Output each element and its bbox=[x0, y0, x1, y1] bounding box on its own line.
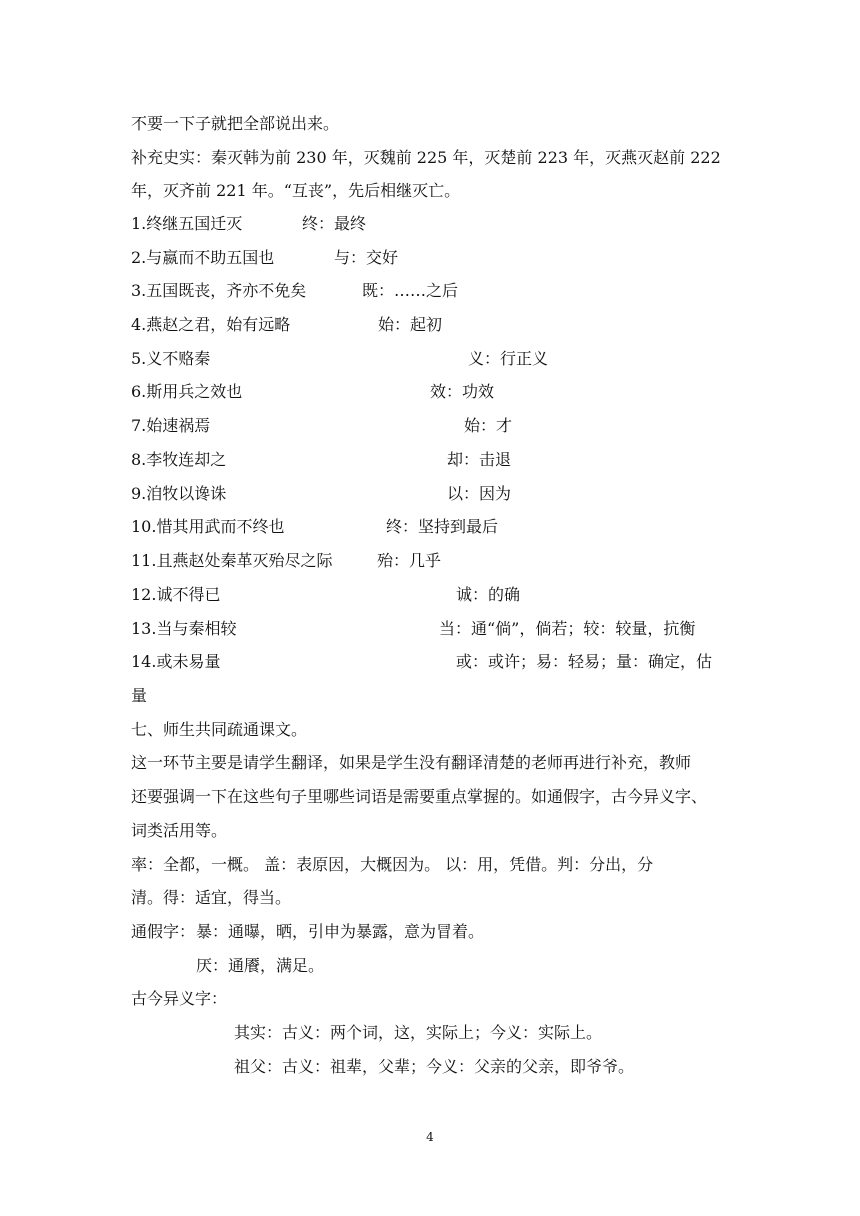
guyin-label: 古今异义字： bbox=[131, 989, 228, 1008]
vocab-gloss: 当：通“倘”，倘若；较：较量，抗衡 bbox=[439, 619, 696, 638]
vocab-gloss-continuation: 量 bbox=[131, 686, 148, 705]
vocab-gloss: 终：最终 bbox=[302, 214, 367, 233]
paragraph-line: 还要强调一下在这些句子里哪些词语是需要重点掌握的。如通假字，古今异义字、 bbox=[131, 787, 708, 806]
vocab-phrase: 4.燕赵之君，始有远略 bbox=[131, 315, 291, 334]
intro-line: 不要一下子就把全部说出来。 bbox=[131, 114, 340, 133]
tongjia-label: 通假字： bbox=[131, 922, 196, 941]
vocab-gloss: 终：坚持到最后 bbox=[386, 517, 499, 536]
vocab-phrase: 3.五国既丧，齐亦不免矣 bbox=[131, 281, 307, 300]
vocab-gloss: 诚：的确 bbox=[456, 585, 521, 604]
vocab-gloss: 始：起初 bbox=[378, 315, 443, 334]
vocab-phrase: 10.惜其用武而不终也 bbox=[131, 517, 285, 536]
vocab-gloss: 既：……之后 bbox=[362, 281, 459, 300]
vocab-gloss: 与：交好 bbox=[334, 248, 399, 267]
vocab-gloss: 或：或许；易：轻易；量：确定，估 bbox=[456, 652, 713, 671]
vocab-gloss: 殆：几乎 bbox=[377, 551, 442, 570]
vocab-phrase: 5.义不赂秦 bbox=[131, 349, 211, 368]
vocab-phrase: 11.且燕赵处秦革灭殆尽之际 bbox=[131, 551, 333, 570]
vocab-phrase: 7.始速祸焉 bbox=[131, 416, 211, 435]
word-notes-line: 清。得：适宜，得当。 bbox=[131, 888, 292, 907]
vocab-gloss: 义：行正义 bbox=[468, 349, 549, 368]
section-heading: 七、师生共同疏通课文。 bbox=[131, 720, 308, 739]
vocab-phrase: 6.斯用兵之效也 bbox=[131, 382, 243, 401]
intro-line: 年，灭齐前 221 年。“互丧”，先后相继灭亡。 bbox=[131, 181, 461, 200]
tongjia-item: 厌：通餍，满足。 bbox=[196, 956, 325, 975]
guyin-item: 祖父：古义：祖辈，父辈；今义：父亲的父亲，即爷爷。 bbox=[234, 1057, 635, 1076]
vocab-gloss: 始：才 bbox=[464, 416, 513, 435]
intro-line: 补充史实：秦灭韩为前 230 年，灭魏前 225 年，灭楚前 223 年，灭燕灭赵前 222 bbox=[131, 148, 721, 167]
vocab-phrase: 13.当与秦相较 bbox=[131, 619, 237, 638]
vocab-phrase: 12.诚不得已 bbox=[131, 585, 221, 604]
vocab-gloss: 却：击退 bbox=[447, 450, 512, 469]
vocab-gloss: 以：因为 bbox=[447, 484, 512, 503]
page-number: 4 bbox=[426, 1130, 434, 1144]
paragraph-line: 词类活用等。 bbox=[131, 821, 228, 840]
vocab-phrase: 8.李牧连却之 bbox=[131, 450, 227, 469]
tongjia-item: 暴：通曝，晒，引申为暴露，意为冒着。 bbox=[196, 922, 485, 941]
paragraph-line: 这一环节主要是请学生翻译，如果是学生没有翻译清楚的老师再进行补充，教师 bbox=[131, 753, 692, 772]
vocab-phrase: 2.与嬴而不助五国也 bbox=[131, 248, 275, 267]
vocab-phrase: 1.终继五国迁灭 bbox=[131, 214, 243, 233]
word-notes-line: 率：全都，一概。 盖：表原因，大概因为。 以：用，凭借。判：分出，分 bbox=[131, 855, 654, 874]
vocab-phrase: 9.洎牧以谗诛 bbox=[131, 484, 227, 503]
vocab-phrase: 14.或未易量 bbox=[131, 652, 221, 671]
guyin-item: 其实：古义：两个词，这，实际上；今义：实际上。 bbox=[234, 1023, 603, 1042]
vocab-gloss: 效：功效 bbox=[430, 382, 495, 401]
